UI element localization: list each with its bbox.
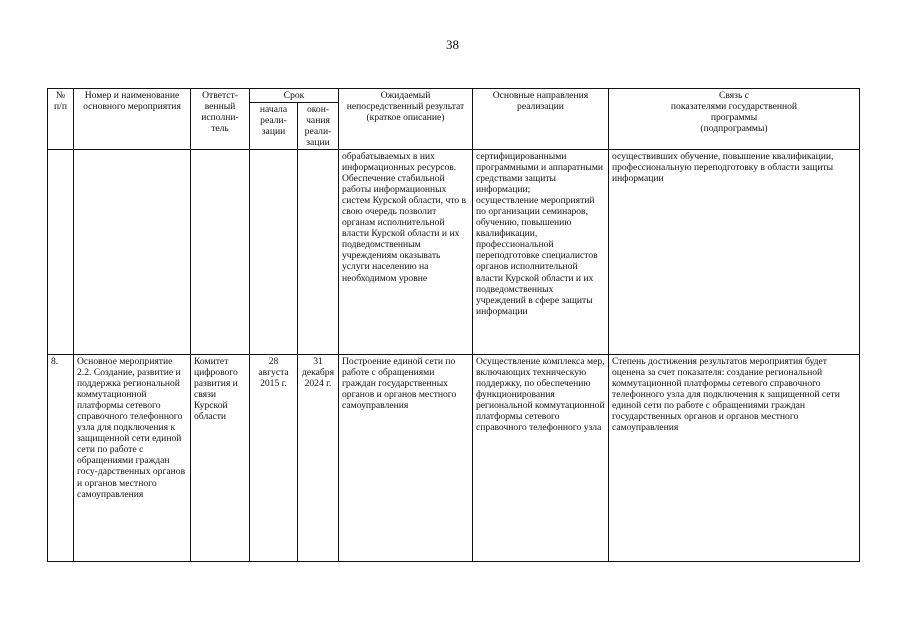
table-row — [48, 355, 860, 562]
cell-expected-result: Построение единой сети по работе с обращениями граждан государственных органов и органов местного самоуправления — [339, 355, 473, 562]
cell-name — [74, 150, 191, 355]
header-responsible: Ответст- венный исполни- тель — [191, 89, 250, 150]
cell-name: Основное мероприятие 2.2. Создание, развитие и поддержка региональной коммутационной платформы сетевого справочного телефонного узла для подключения к защищенной сети единой сети по работе с обращениями граждан госу-дарственных органов и органов местного самоуправления — [74, 355, 191, 562]
header-directions: Основные направления реализации — [473, 89, 609, 150]
page-number: 38 — [446, 37, 459, 52]
header-term-start: начала реали- зации — [250, 103, 298, 150]
header-term: Срок — [250, 89, 339, 103]
cell-num: 8. — [48, 355, 74, 562]
header-row — [48, 89, 860, 103]
cell-end — [298, 150, 339, 355]
cell-directions: Осуществление комплекса мер, включающих техническую поддержку, по обеспечению функционирования региональной коммутационной платформы сетевого справочного телефонного узла — [473, 355, 609, 562]
header-name: Номер и наименование основного мероприятия — [74, 89, 191, 150]
header-expected-result: Ожидаемый непосредственный результат (краткое описание) — [339, 89, 473, 150]
header-term-end: окон- чания реали- зации — [298, 103, 339, 150]
table-row — [48, 150, 860, 355]
header-num: № п/п — [48, 89, 74, 150]
cell-start: 28 августа 2015 г. — [250, 355, 298, 562]
cell-start — [250, 150, 298, 355]
cell-responsible: Комитет цифрового развития и связи Курской области — [191, 355, 250, 562]
cell-end: 31 декабря 2024 г. — [298, 355, 339, 562]
cell-num — [48, 150, 74, 355]
cell-expected-result: обрабатываемых в них информационных ресурсов. Обеспечение стабильной работы информационных систем Курской области, что в свою очередь позволит органам исполнительной власти Курской области и их подведомственным учреждениям оказывать услуги населению на необходимом уровне — [339, 150, 473, 355]
cell-link-indicators: Степень достижения результатов мероприятия будет оценена за счет показателя: создание региональной коммутационной платформы сетевого справочного телефонного узла для подключения к защищенной сети единой сети по работе с обращениями граждан государственных органов и органов местного самоуправления — [609, 355, 860, 562]
cell-link-indicators: осуществивших обучение, повышение квалификации, профессиональную переподготовку в области защиты информации — [609, 150, 860, 355]
cell-responsible — [191, 150, 250, 355]
header-link-indicators: Связь с показателями государственной программы (подпрограммы) — [609, 89, 860, 150]
activities-table — [47, 88, 860, 562]
cell-directions: сертифицированными программными и аппаратными средствами защиты информации; осуществление мероприятий по организации семинаров, обучению, повышению квалификации, профессиональной переподготовке специалистов органов исполнительной власти Курской области и их подведомственных учреждений в сфере защиты информации — [473, 150, 609, 355]
